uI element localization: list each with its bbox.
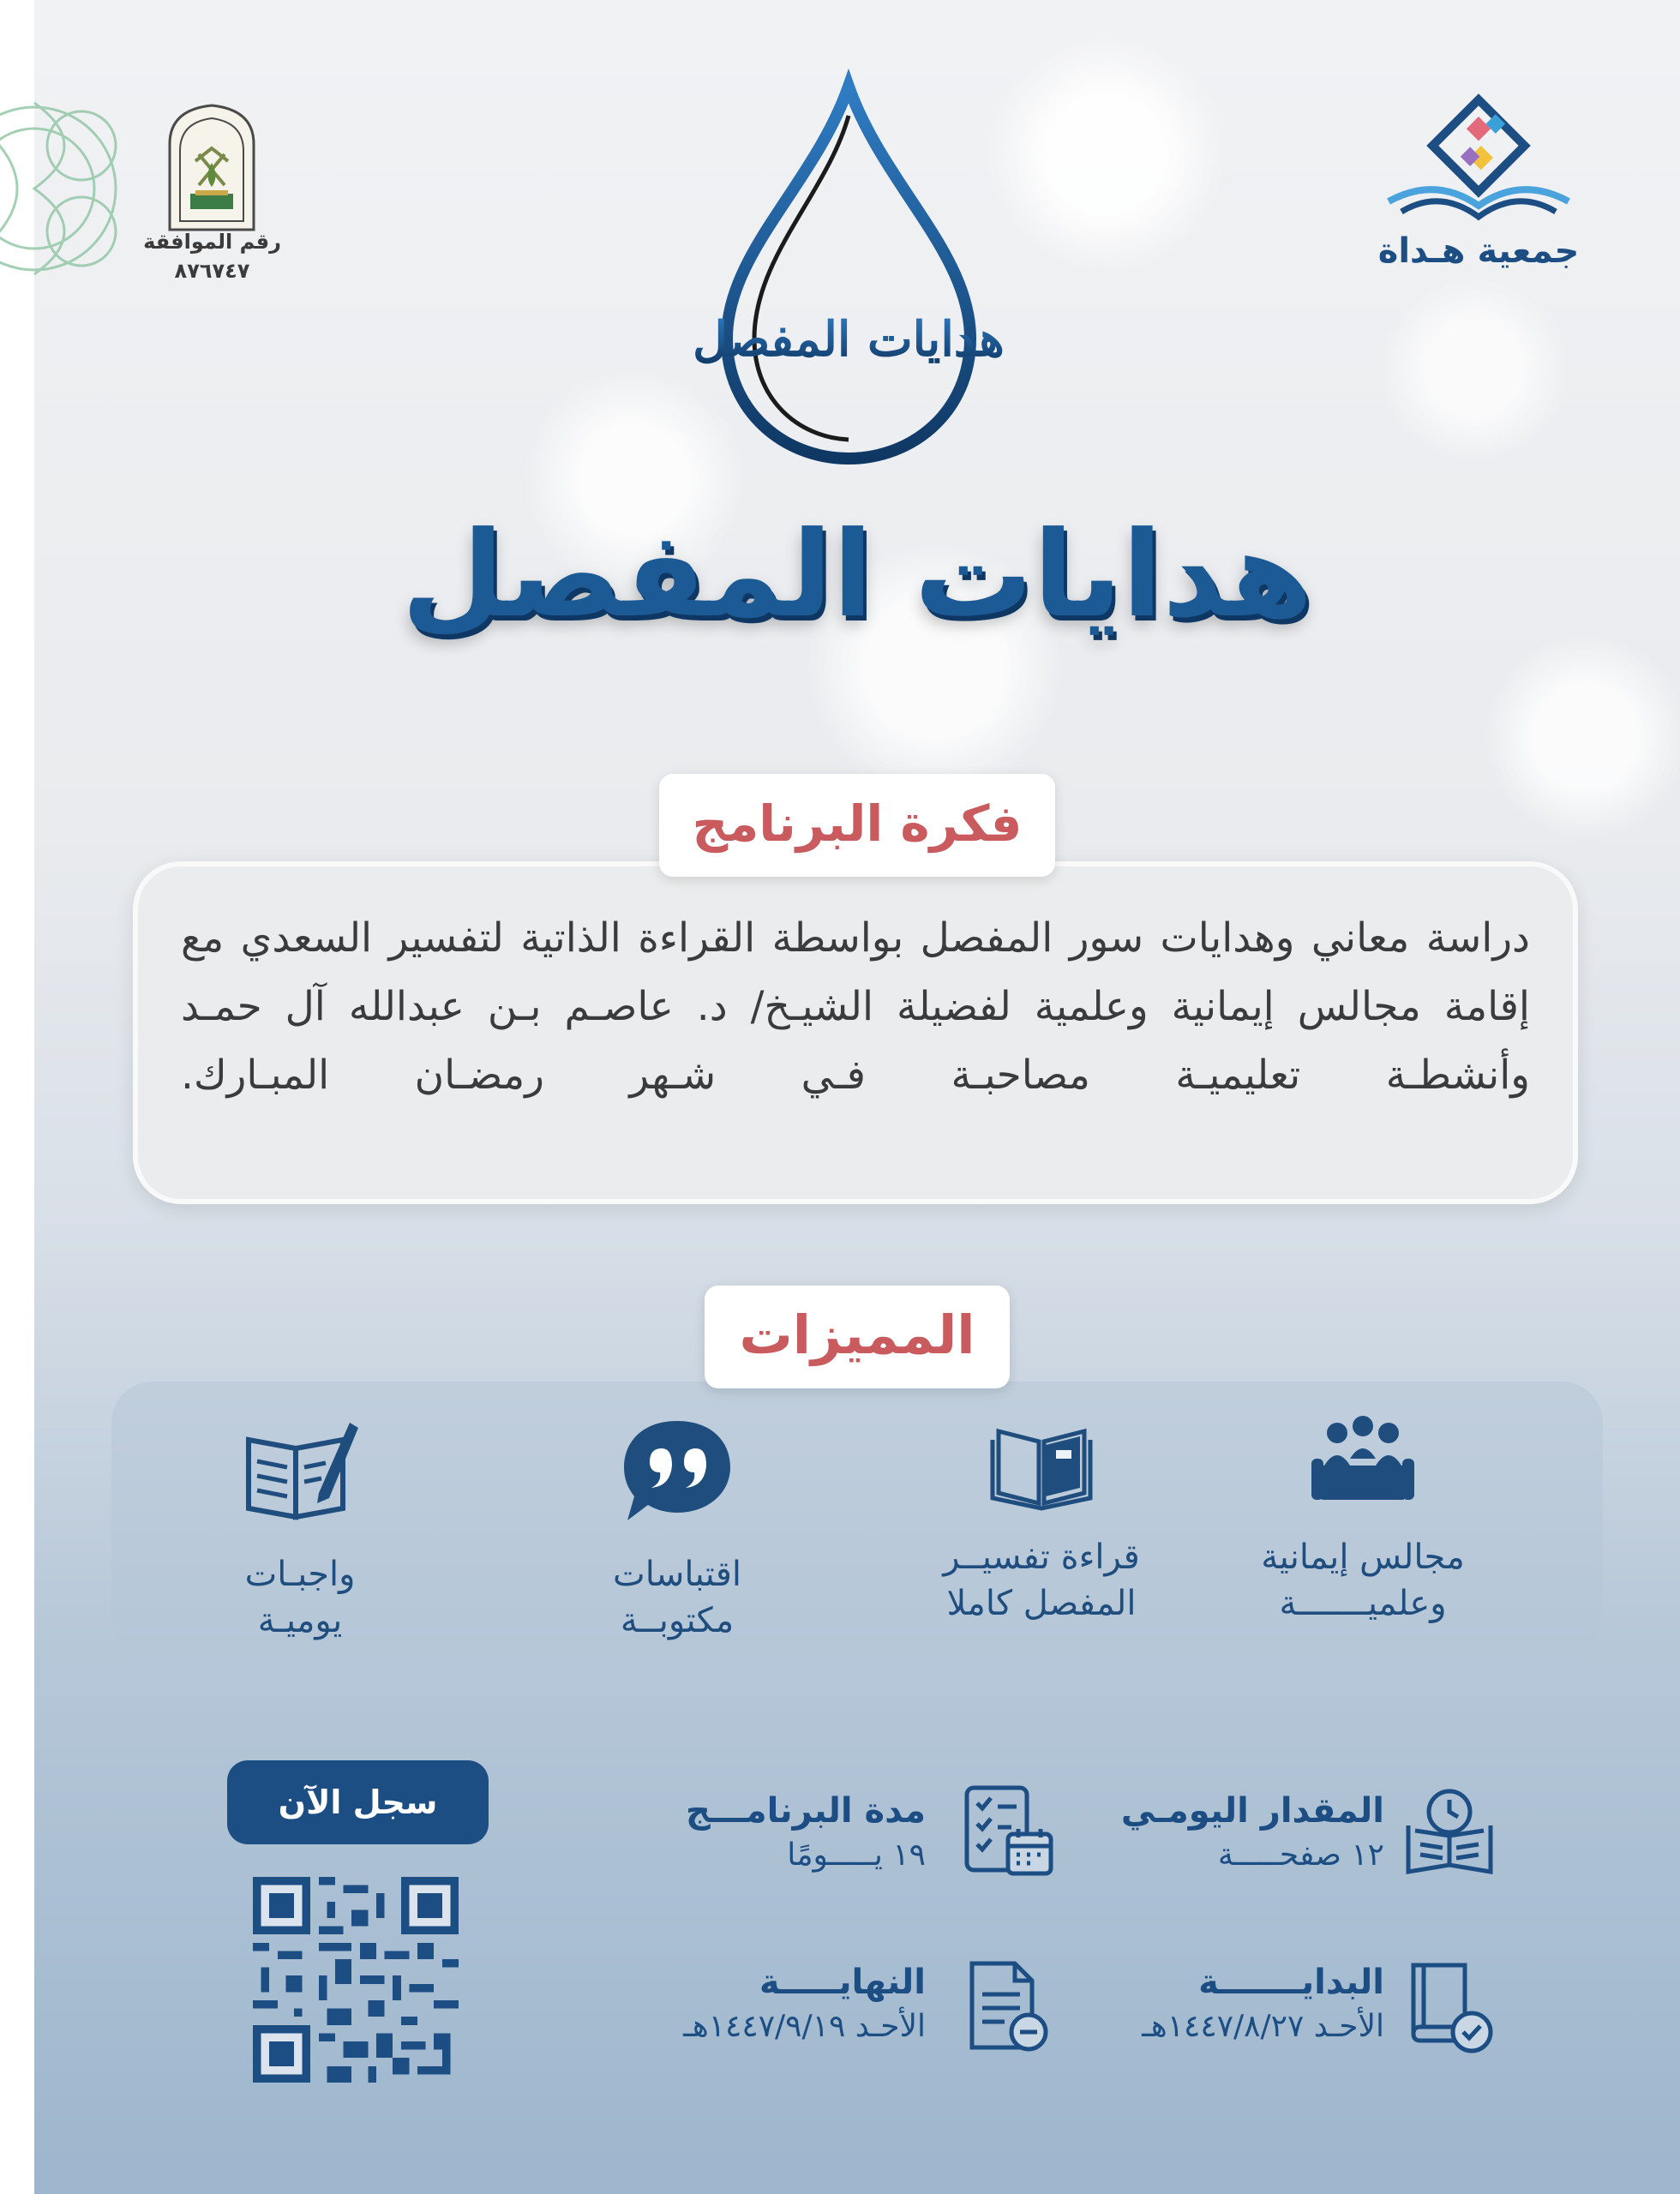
program-title: هدايات المفصل [401, 506, 1313, 644]
checklist-calendar-icon [960, 1783, 1056, 1879]
feature-label: اقتباسات مكتوبــة [613, 1555, 741, 1640]
association-name: جمعية هـداة [1377, 231, 1580, 271]
feature-label: واجبـات يوميـة [244, 1555, 356, 1640]
daily-amount-value: ١٢ صفحـــــة [1217, 1837, 1384, 1873]
approval-number: ٨٧٦٧٤٧ [174, 259, 250, 283]
duration-info [634, 1791, 926, 1873]
feature-item [1217, 1414, 1509, 1627]
document-minus-icon [960, 1958, 1056, 2054]
program-idea-text: دراسة معاني وهدايات سور المفصل بواسطة القراءة الذاتية لتفسير السعدي مع إقامة مجالس إيمانية وعلمية لفضيلة الشيـخ/ د. عاصـم بـن عبدالله آل حمـد وأنشطـة تعليميـة مصاحبـة فـي شـهر رمضـان المبـارك. [181, 914, 1530, 1099]
book-pen-icon [240, 1414, 360, 1526]
ministry-logo-icon [161, 101, 262, 230]
feature-item [531, 1414, 823, 1644]
open-book-icon [986, 1414, 1097, 1508]
feature-label: قراءة تفسيــر المفصل كاملا [943, 1538, 1140, 1623]
poster [34, 0, 1680, 2194]
duration-title: مدة البرنامـــج [686, 1791, 926, 1831]
start-date-value: الأحـد ١٤٤٧/٨/٢٧هـ [1142, 2009, 1384, 2044]
features-heading: المميزات [705, 1286, 1010, 1388]
duration-value: ١٩ يـــــومًا [787, 1837, 926, 1873]
program-idea-card [133, 861, 1578, 1204]
program-idea-heading: فكرة البرنامج [659, 774, 1055, 877]
quote-bubble-icon [617, 1414, 737, 1526]
start-date-info [1093, 1963, 1384, 2044]
start-date-title: البدايـــــــة [1198, 1963, 1384, 2002]
calligraphy-drop-emblem [693, 81, 1005, 467]
end-date-title: النهايـــــة [759, 1963, 926, 2002]
emblem-text: هدايات المفصل [693, 311, 1005, 368]
feature-label: مجالس إيمانية وعلميـــــــة [1261, 1538, 1465, 1623]
end-date-value: الأحـد ١٤٤٧/٩/١٩هـ [683, 2009, 926, 2044]
floral-ornament-icon [0, 69, 146, 309]
approval-label: رقم الموافقة [143, 230, 281, 254]
association-logo-icon [1384, 99, 1573, 227]
daily-amount-title: المقدار اليومـي [1120, 1791, 1384, 1831]
end-date-info [634, 1963, 926, 2044]
register-now-button[interactable]: سجل الآن [227, 1760, 489, 1844]
registration-qr-code[interactable] [253, 1877, 459, 2083]
book-check-icon [1401, 1958, 1497, 2054]
daily-amount-info [1093, 1791, 1384, 1873]
feature-item [896, 1414, 1187, 1627]
feature-item [154, 1414, 446, 1644]
people-meeting-icon [1307, 1414, 1419, 1508]
book-clock-icon [1401, 1783, 1497, 1879]
